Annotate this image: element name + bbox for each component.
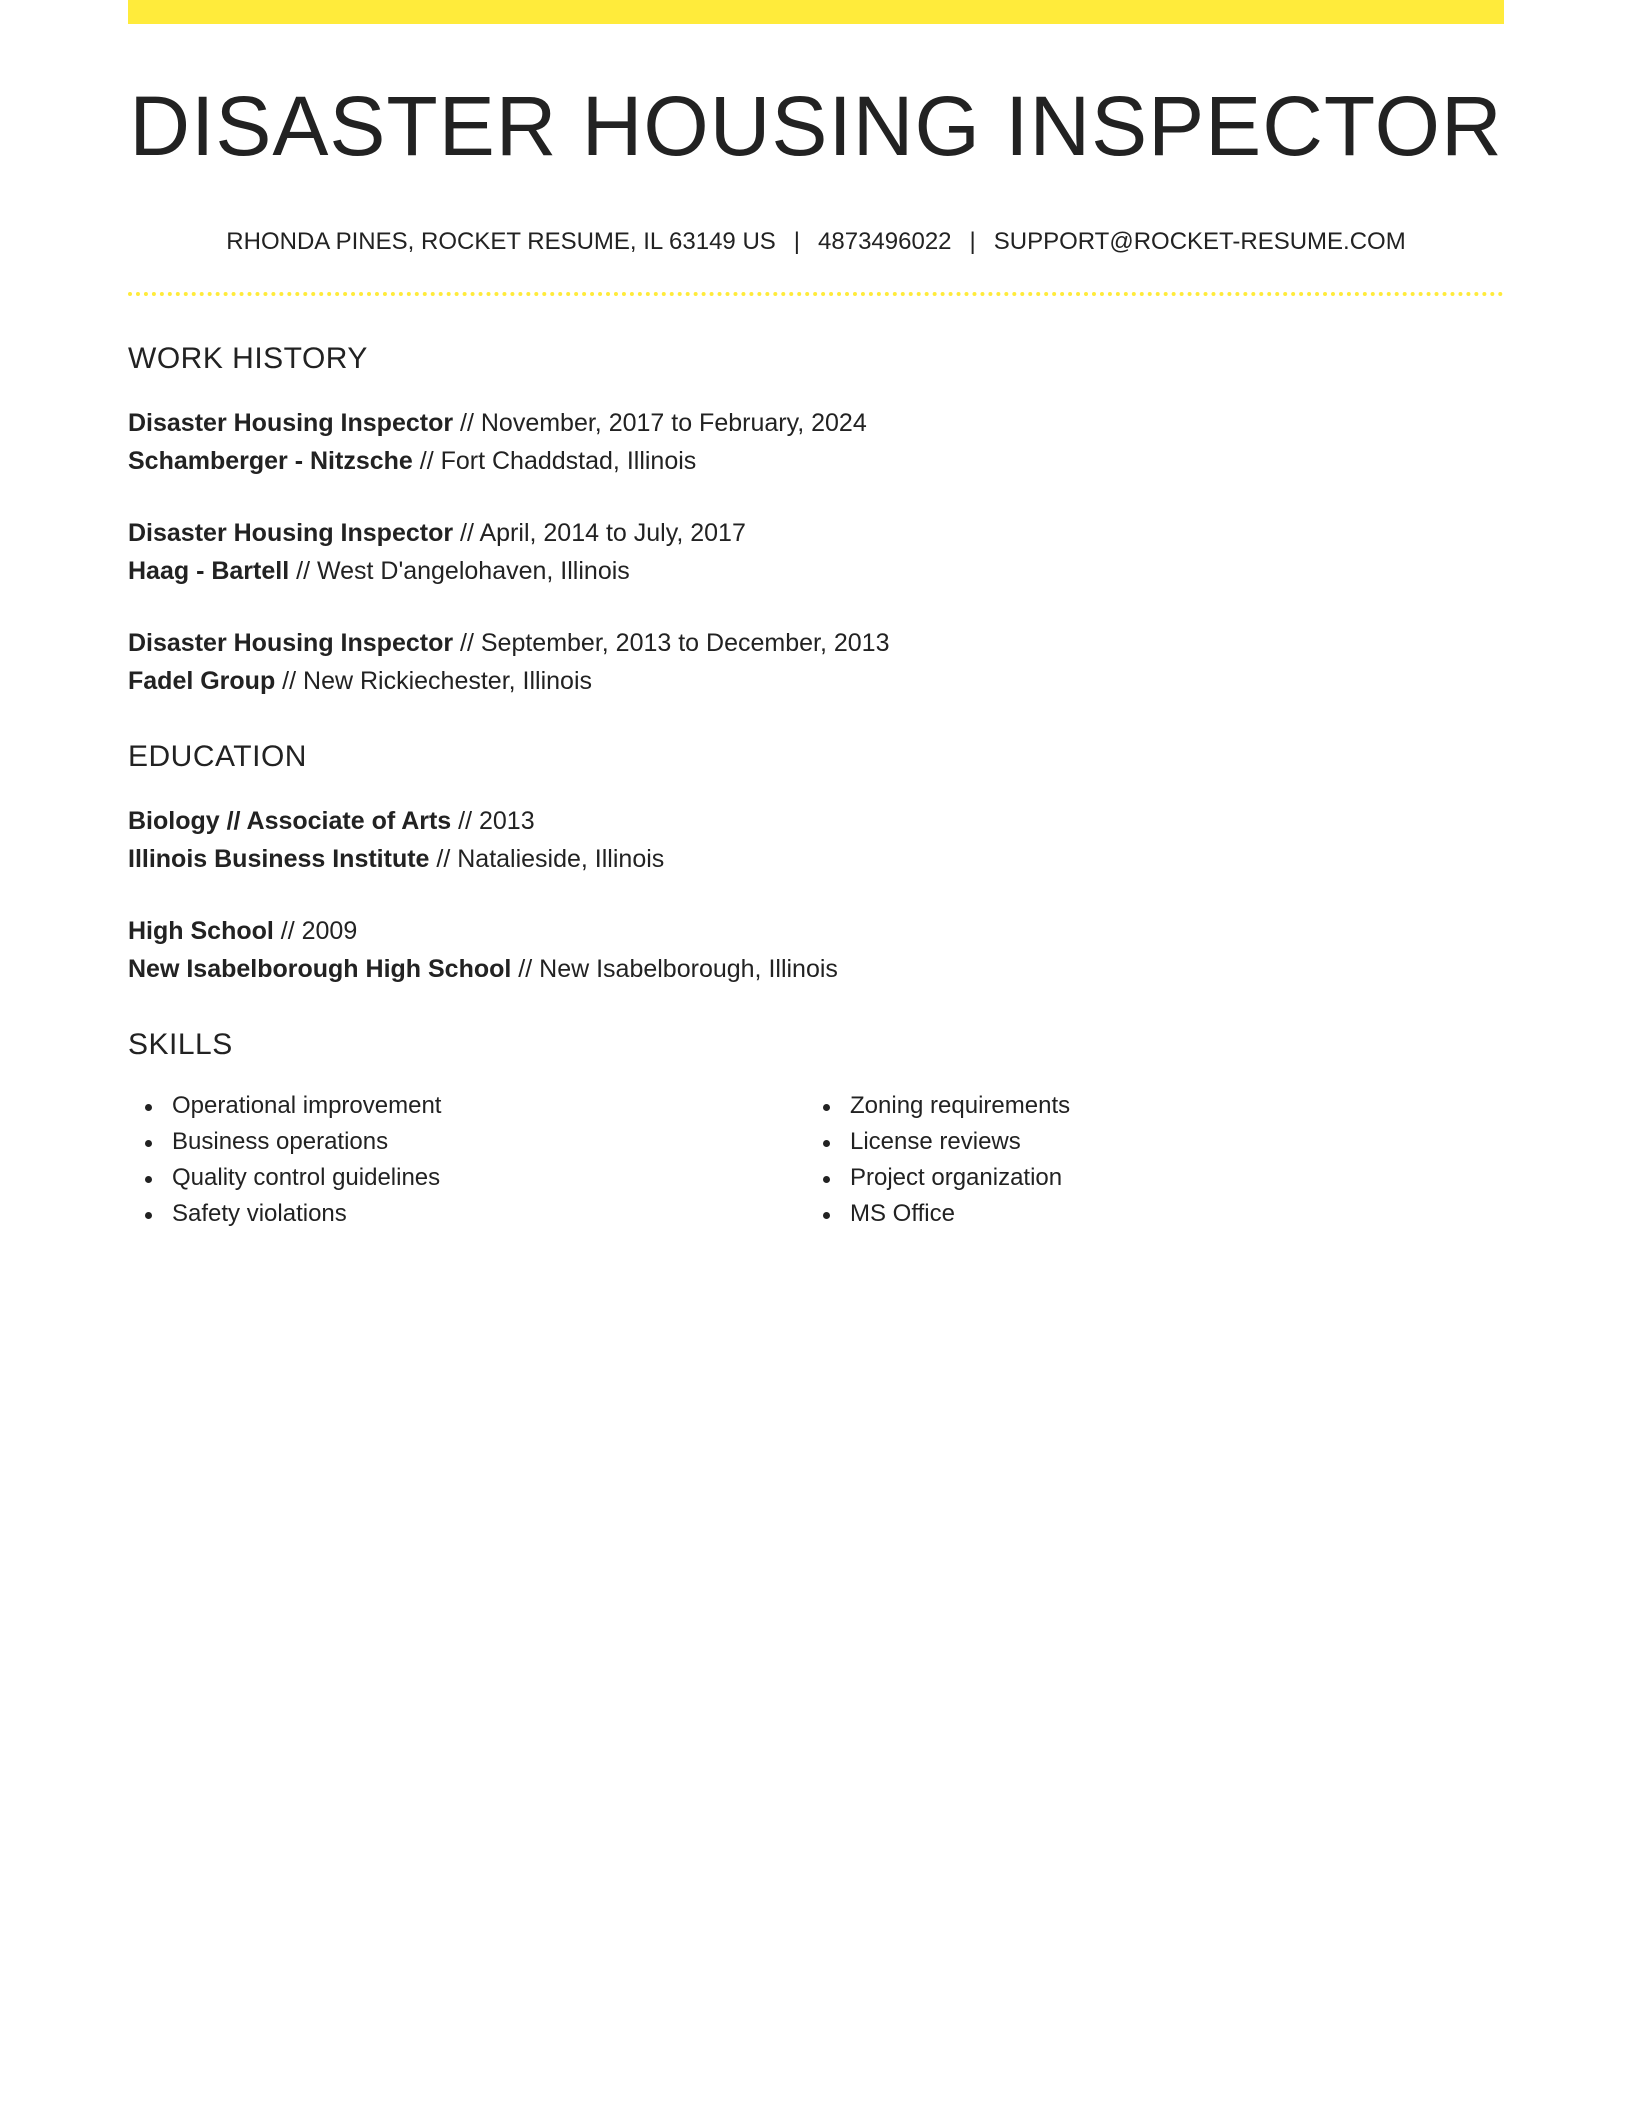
- job-company: Haag - Bartell: [128, 557, 290, 585]
- education-list: [128, 802, 1504, 988]
- job-location: // West D'angelohaven, Illinois: [289, 557, 630, 585]
- job-dates: // September, 2013 to December, 2013: [453, 629, 890, 657]
- work-history-heading: WORK HISTORY: [128, 342, 368, 375]
- degree-year: // 2009: [273, 917, 358, 945]
- skill-item: MS Office: [850, 1196, 1484, 1232]
- job-company-line: [128, 552, 1504, 590]
- school-name: Illinois Business Institute: [128, 845, 430, 873]
- job-company: Fadel Group: [128, 667, 276, 695]
- job-entry: [128, 404, 1504, 480]
- skills-column-left: [128, 1088, 806, 1232]
- school-location: // New Isabelborough, Illinois: [511, 955, 838, 983]
- job-position: Disaster Housing Inspector: [128, 629, 454, 657]
- resume-title: DISASTER HOUSING INSPECTOR: [129, 79, 1503, 173]
- job-company-line: [128, 442, 1504, 480]
- degree-name: Biology // Associate of Arts: [128, 807, 452, 835]
- accent-top-bar: [128, 0, 1504, 24]
- skill-item: Quality control guidelines: [172, 1160, 806, 1196]
- job-entry: [128, 514, 1504, 590]
- degree-name: High School: [128, 917, 274, 945]
- degree-year: // 2013: [451, 807, 535, 835]
- school-line: [128, 950, 1504, 988]
- skill-item: Zoning requirements: [850, 1088, 1484, 1124]
- contact-phone: 4873496022: [818, 228, 952, 255]
- skills-heading: SKILLS: [128, 1028, 233, 1061]
- contact-address: RHONDA PINES, ROCKET RESUME, IL 63149 US: [226, 228, 776, 255]
- job-title-line: [128, 404, 1504, 442]
- job-position: Disaster Housing Inspector: [128, 409, 454, 437]
- skill-item: Safety violations: [172, 1196, 806, 1232]
- skill-item: Project organization: [850, 1160, 1484, 1196]
- job-title-line: [128, 624, 1504, 662]
- job-location: // Fort Chaddstad, Illinois: [412, 447, 697, 475]
- job-entry: [128, 624, 1504, 700]
- education-heading: EDUCATION: [128, 740, 307, 773]
- contact-line: [128, 230, 1504, 254]
- school-line: [128, 840, 1504, 878]
- school-location: // Natalieside, Illinois: [429, 845, 665, 873]
- education-entry: [128, 912, 1504, 988]
- school-name: New Isabelborough High School: [128, 955, 512, 983]
- skills-column-right: [806, 1088, 1484, 1232]
- dotted-divider: [128, 292, 1504, 296]
- job-title-line: [128, 514, 1504, 552]
- job-dates: // November, 2017 to February, 2024: [453, 409, 867, 437]
- job-company: Schamberger - Nitzsche: [128, 447, 413, 475]
- contact-separator: |: [969, 228, 976, 255]
- skill-item: License reviews: [850, 1124, 1484, 1160]
- resume-page: [128, 0, 1504, 1232]
- job-position: Disaster Housing Inspector: [128, 519, 454, 547]
- skill-item: Operational improvement: [172, 1088, 806, 1124]
- contact-separator: |: [793, 228, 801, 255]
- skill-item: Business operations: [172, 1124, 806, 1160]
- education-entry: [128, 802, 1504, 878]
- contact-email: SUPPORT@ROCKET-RESUME.COM: [993, 228, 1406, 255]
- work-history-list: [128, 404, 1504, 700]
- degree-line: [128, 802, 1504, 840]
- degree-line: [128, 912, 1504, 950]
- skills-list: [128, 1088, 1504, 1232]
- job-company-line: [128, 662, 1504, 700]
- job-location: // New Rickiechester, Illinois: [275, 667, 593, 695]
- job-dates: // April, 2014 to July, 2017: [453, 519, 746, 547]
